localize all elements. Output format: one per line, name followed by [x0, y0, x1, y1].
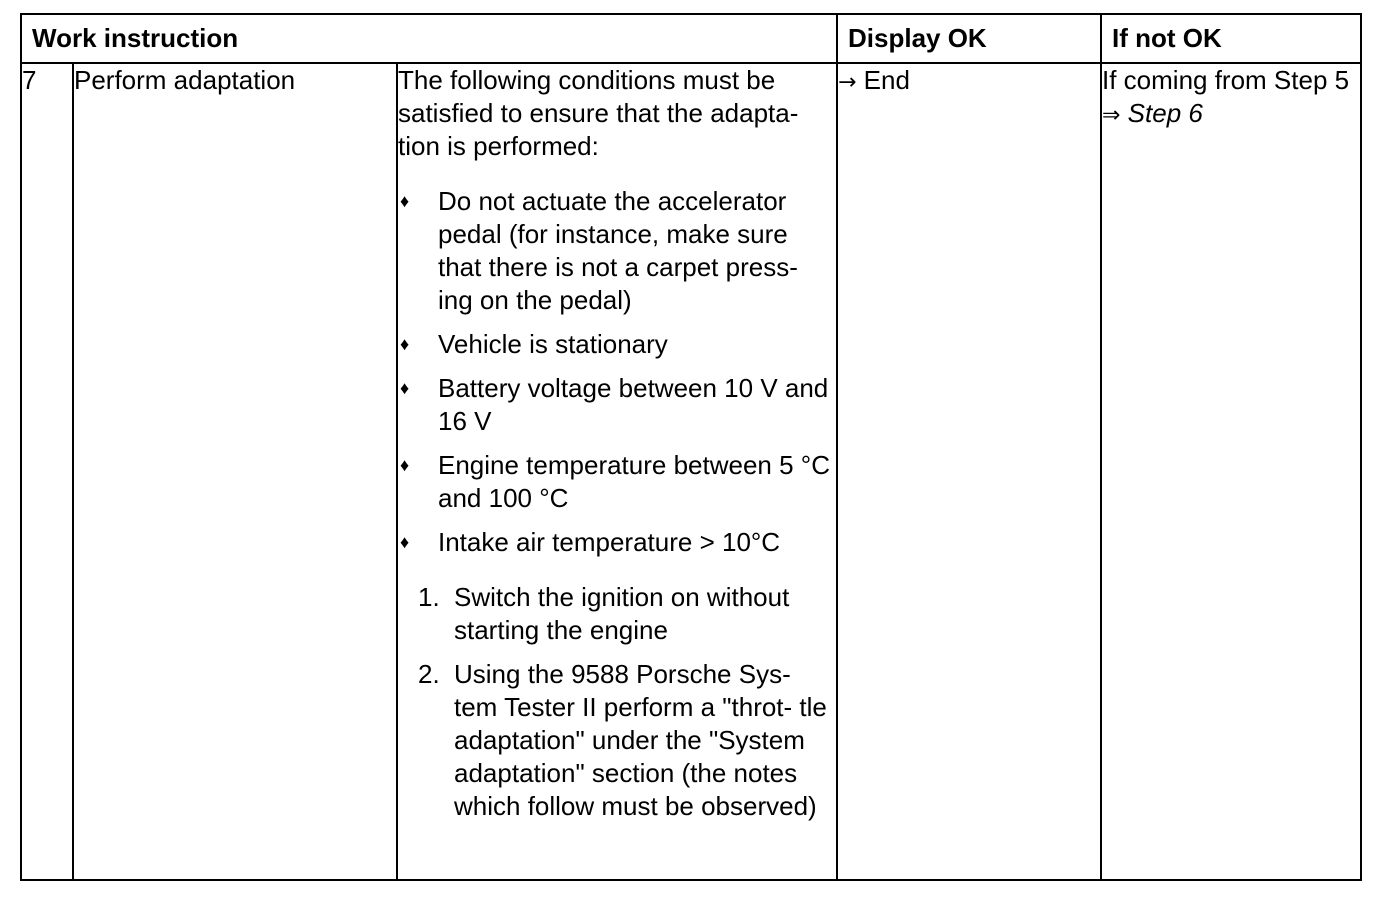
if-not-ok-condition: If coming from Step 5 [1102, 65, 1350, 95]
instruction-text: Switch the ignition on without starting the engine [454, 582, 790, 645]
double-right-arrow-icon: ⇒ [1102, 103, 1121, 128]
step-details [397, 63, 837, 880]
instruction-text: Using the 9588 Porsche Sys- tem Tester II perform a "throt- tle adaptation" under the "System adaptation" section (the notes which follow must be observed) [454, 659, 827, 821]
instruction-number: 2. [418, 659, 440, 689]
conditions-intro: The following conditions must be satisfied to ensure that the adapta- tion is performed: [398, 65, 799, 161]
header-work-instruction: Work instruction [21, 14, 837, 63]
condition-item [398, 449, 836, 515]
step-number: 7 [21, 63, 73, 880]
right-arrow-icon: → [838, 70, 857, 95]
diamond-bullet-icon: ♦ [400, 378, 410, 398]
step-row [21, 63, 1361, 880]
condition-item [398, 185, 836, 317]
instruction-number: 1. [418, 582, 440, 612]
display-ok-text: End [863, 65, 910, 95]
header-if-not-ok: If not OK [1101, 14, 1361, 63]
header-row [21, 14, 1361, 63]
instruction-item [398, 658, 836, 823]
condition-item [398, 328, 836, 361]
diamond-bullet-icon: ♦ [400, 191, 410, 211]
display-ok-cell [837, 63, 1101, 880]
header-display-ok: Display OK [837, 14, 1101, 63]
instruction-item [398, 581, 836, 647]
diamond-bullet-icon: ♦ [400, 334, 410, 354]
conditions-list [398, 185, 836, 559]
condition-text: Vehicle is stationary [438, 329, 668, 359]
diamond-bullet-icon: ♦ [400, 455, 410, 475]
work-instruction-table [20, 13, 1362, 881]
condition-text: Do not actuate the accelerator pedal (for instance, make sure that there is not a carpet press- ing on the pedal) [438, 186, 798, 315]
if-not-ok-action [1102, 97, 1360, 132]
if-not-ok-cell [1101, 63, 1361, 880]
condition-text: Battery voltage between 10 V and 16 V [438, 373, 829, 436]
condition-item [398, 526, 836, 559]
instruction-list [398, 581, 836, 823]
diamond-bullet-icon: ♦ [400, 532, 410, 552]
condition-text: Intake air temperature > 10°C [438, 527, 781, 557]
if-not-ok-target: Step 6 [1127, 98, 1203, 128]
step-title: Perform adaptation [73, 63, 397, 880]
condition-item [398, 372, 836, 438]
condition-text: Engine temperature between 5 °C and 100 °C [438, 450, 830, 513]
